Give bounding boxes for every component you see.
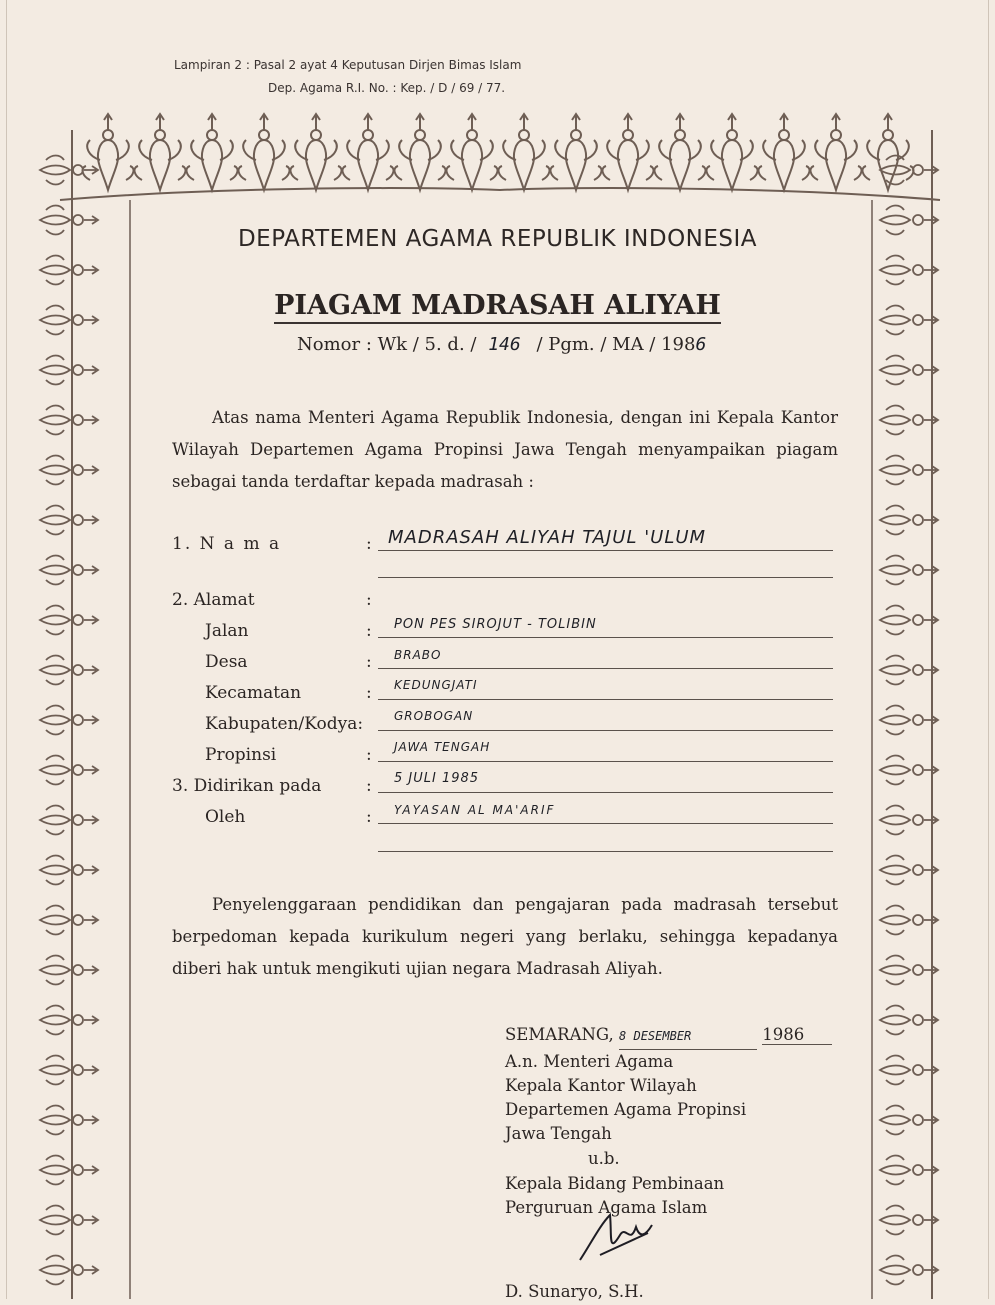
- department-heading: DEPARTEMEN AGAMA REPUBLIK INDONESIA: [237, 226, 758, 252]
- oleh-colon: :: [366, 807, 372, 827]
- signature-line-3: Jawa Tengah: [505, 1124, 612, 1143]
- signature-date: 8 DESEMBER: [619, 1024, 757, 1050]
- handwritten-signature: [560, 1205, 680, 1275]
- top-border: [60, 114, 940, 200]
- propinsi-colon: :: [366, 745, 372, 765]
- jalan-label: Jalan: [205, 621, 249, 641]
- page-title: [0, 290, 995, 321]
- alamat-colon: :: [366, 590, 372, 610]
- signature-line-4: Kepala Bidang Pembinaan: [505, 1174, 725, 1193]
- kecamatan-label: Kecamatan: [205, 683, 302, 703]
- nama-label: 1. N a m a: [172, 534, 282, 554]
- oleh-value: YAYASAN AL MA'ARIF: [394, 803, 556, 817]
- oleh-label: Oleh: [205, 807, 246, 827]
- didirikan-value: 5 JULI 1985: [394, 771, 480, 786]
- intro-text: Atas nama Menteri Agama Republik Indonesia, dengan ini Kepala Kantor Wilayah Departemen Agama Propinsi Jawa Tengah menyampaikan piagam sebagai tanda terdaftar kepada madrasah :: [172, 408, 838, 491]
- signature-line-1: Kepala Kantor Wilayah: [505, 1076, 697, 1095]
- title-text: PIAGAM MADRASAH ALIYAH: [274, 290, 721, 324]
- signatory-name: D. Sunaryo, S.H.: [505, 1282, 644, 1301]
- kabupaten-label: Kabupaten/Kodya:: [205, 714, 364, 734]
- certificate-number: [297, 334, 706, 355]
- closing-text: Penyelenggaraan pendidikan dan pengajaran pada madrasah tersebut berpedoman kepada kurikulum negeri yang berlaku, sehingga kepadanya diberi hak untuk mengikuti ujian negara Madrasah Aliyah.: [172, 895, 838, 978]
- jalan-colon: :: [366, 621, 372, 641]
- intro-paragraph: [172, 402, 838, 498]
- signature-place-date: [505, 1023, 832, 1050]
- lampiran-line-2: Dep. Agama R.I. No. : Kep. / D / 69 / 77.: [268, 81, 506, 95]
- desa-label: Desa: [205, 652, 248, 672]
- alamat-label: 2. Alamat: [172, 590, 255, 610]
- signature-an: A.n. Menteri Agama: [505, 1052, 674, 1071]
- signature-line-2: Departemen Agama Propinsi: [505, 1100, 747, 1119]
- nomor-prefix: Nomor : Wk / 5. d. /: [297, 334, 477, 355]
- lampiran-line-1: Lampiran 2 : Pasal 2 ayat 4 Keputusan Dirjen Bimas Islam: [174, 58, 522, 72]
- nomor-number: 146: [488, 334, 521, 355]
- nomor-year-digit: 6: [695, 334, 707, 355]
- signature-ub: u.b.: [588, 1149, 620, 1168]
- signature-year: 1986: [762, 1025, 832, 1045]
- desa-colon: :: [366, 652, 372, 672]
- desa-line: [378, 668, 833, 669]
- nama-line-2: [378, 577, 833, 578]
- jalan-value: PON PES SIROJUT - TOLIBIN: [394, 617, 597, 632]
- propinsi-label: Propinsi: [205, 745, 277, 765]
- signature-line-5: Perguruan Agama Islam: [505, 1198, 708, 1217]
- oleh-line-2: [378, 851, 833, 852]
- propinsi-value: JAWA TENGAH: [394, 740, 491, 754]
- oleh-line: [378, 823, 833, 824]
- kecamatan-value: KEDUNGJATI: [394, 678, 478, 692]
- nama-value: MADRASAH ALIYAH TAJUL 'ULUM: [388, 527, 707, 548]
- didirikan-line: [378, 792, 833, 793]
- jalan-line: [378, 637, 833, 638]
- didirikan-label: 3. Didirikan pada: [172, 776, 322, 796]
- kabupaten-value: GROBOGAN: [394, 709, 474, 723]
- nama-colon: :: [366, 534, 372, 554]
- propinsi-line: [378, 761, 833, 762]
- closing-paragraph: [172, 889, 838, 985]
- kecamatan-line: [378, 699, 833, 700]
- nomor-suffix: / Pgm. / MA / 198: [536, 334, 696, 355]
- desa-value: BRABO: [394, 648, 442, 662]
- signature-city: SEMARANG,: [505, 1025, 614, 1044]
- didirikan-colon: :: [366, 776, 372, 796]
- nama-line: [378, 550, 833, 551]
- kecamatan-colon: :: [366, 683, 372, 703]
- kabupaten-line: [378, 730, 833, 731]
